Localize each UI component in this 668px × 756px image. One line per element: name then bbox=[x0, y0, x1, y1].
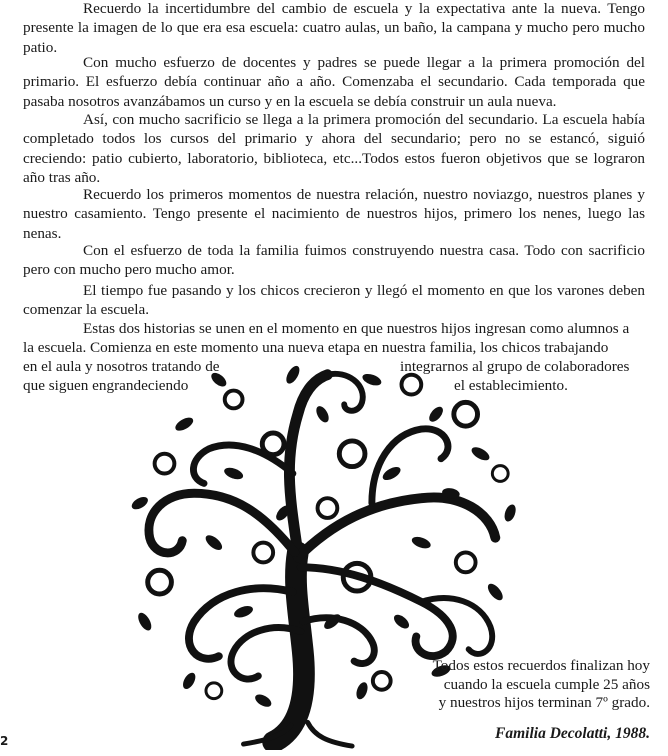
paragraph-text: Con mucho esfuerzo de docentes y padres se puede llegar a la primera promoción del primario. El esfuerzo debía continuar año a año. Comenzaba el secundario. Cada temporada que pasaba nosotros avanzábamos un curso y en la escuela se debía construir un aula nueva. bbox=[23, 54, 645, 110]
paragraph bbox=[23, 110, 645, 187]
paragraph-text: Recuerdo los primeros momentos de nuestra relación, nuestro noviazgo, nuestros planes y nuestro casamiento. Tengo presente el nacimiento de nuestros hijos, primero los nenes, luego las nenas. bbox=[23, 186, 645, 242]
closing-line: cuando la escuela cumple 25 años bbox=[443, 675, 650, 693]
paragraph bbox=[23, 241, 645, 280]
tree-branch bbox=[289, 375, 327, 553]
paragraph-text: Recuerdo la incertidumbre del cambio de escuela y la expectativa ante la nueva. Tengo presente la imagen de lo que era esa escuela: cuatro aulas, un baño, la campana y mucho pero mucho patio. bbox=[23, 0, 645, 56]
closing-line: Todos estos recuerdos finalizan hoy bbox=[432, 657, 650, 674]
paragraph-text: Con el esfuerzo de toda la familia fuimos construyendo nuestra casa. Todo con sacrificio pero con mucho pero mucho amor. bbox=[23, 242, 645, 279]
tree-trunk bbox=[273, 553, 304, 743]
tree-branch bbox=[298, 497, 496, 557]
tree-branch bbox=[189, 588, 293, 658]
page-number: 2 bbox=[0, 734, 9, 748]
paragraph-line: en el aula y nosotros tratando de bbox=[23, 358, 220, 375]
closing-note bbox=[433, 657, 650, 713]
paragraph bbox=[23, 281, 645, 320]
paragraph-line: el establecimiento. bbox=[454, 377, 568, 394]
paragraph-line: Estas dos historias se unen en el momento en que nuestros hijos ingresan como alumnos a bbox=[83, 320, 630, 337]
paragraph bbox=[23, 53, 645, 111]
tree-branch bbox=[149, 493, 295, 553]
paragraph bbox=[23, 185, 645, 243]
signature: Familia Decolatti, 1988. bbox=[495, 725, 650, 742]
paragraph-text: Así, con mucho sacrificio se llega a la primera promoción del secundario. La escuela había completado todos los cursos del primario y ahora del secundario; pero no se estancó, siguió creciendo: patio cubierto, laboratorio, biblioteca, etc...Todos estos fueron objetivos que se lograron año tras año. bbox=[23, 111, 645, 186]
tree-branch bbox=[301, 567, 453, 656]
paragraph-line: que siguen engrandeciendo bbox=[23, 377, 189, 394]
paragraph-text: El tiempo fue pasando y los chicos crecieron y llegó el momento en que los varones deben comenzar la escuela. bbox=[23, 282, 645, 319]
closing-line: y nuestros hijos terminan 7º grado. bbox=[438, 694, 650, 711]
paragraph-line: integrarnos al grupo de colaboradores bbox=[400, 358, 630, 375]
paragraph bbox=[23, 0, 645, 57]
tree-branch bbox=[372, 429, 448, 503]
paragraph-line: la escuela. Comienza en este momento una nueva etapa en nuestra familia, los chicos trabajando bbox=[23, 339, 609, 356]
tree-branch bbox=[327, 374, 362, 411]
